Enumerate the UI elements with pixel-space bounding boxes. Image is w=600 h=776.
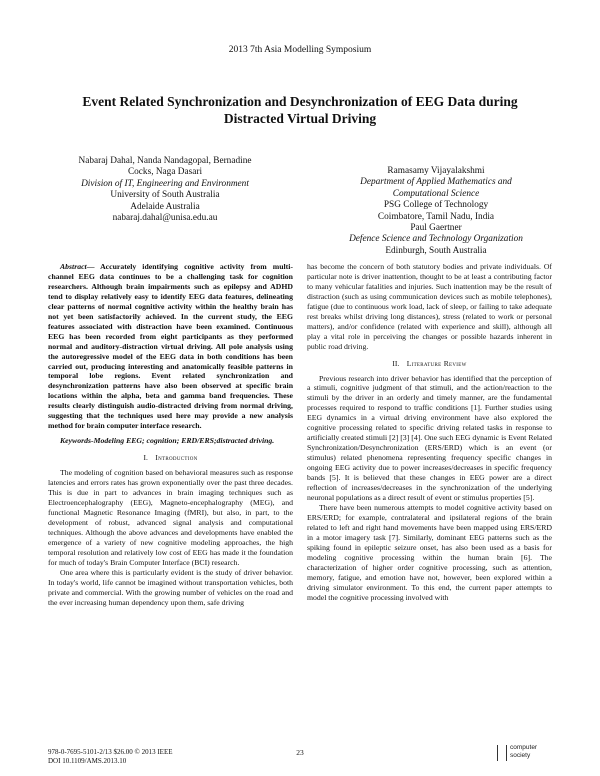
abstract-text: — Accurately identifying cognitive activity from multi-channel EEG data continues to be a challenging task for cognition researchers. Although brain impairments such as epilepsy and ADHD tend to display relatively easy to identify EEG data features, delineating clear patterns of normal cognitive activity within the healthy brain has not yet been satisfactorily achieved. In the current study, the EEG features associated with distraction have been examined. Continuous EEG has been recorded from eight participants as they performed normal and auditory-distraction virtual driving. All pole analysis using the autoregressive model of the EEG data in both conditions has been carried out, producing interesting and anatomically feasible patterns in temporal lobe regions. Event related synchronization and desynchronization patterns have also been observed at specific brain locations within the alpha, beta and gamma band frequencies. These results clearly distinguish audio-distracted driving from normal driving, suggesting that the techniques used here may provide a new analysis method for brain computer interface research. [48,262,293,431]
author-email: nabaraj.dahal@unisa.edu.au [112,213,218,224]
intro-paragraph-1: The modeling of cognition based on behavioral measures such as response latencies and errors rates has grown exponentially over the past three decades. This is due in part to advances in brain imaging techniques such as Electroencephalography (EEG), Magneto-encephalography (MEG), and functional Magnetic Resonance Imaging (fMRI), but also, in part, to the development of robust, advanced signal analysis and computational techniques. Although the above advances and developments have enabled the emergence of a variety of new cognitive modeling approaches, the high temporal resolution and relatively low cost of EEG has made it the foundation for much of today's Brain Computer Interface (BCI) research. [48,468,293,567]
abstract-label: Abstract [60,262,87,271]
footer-copyright [48,748,173,766]
lit-paragraph-2: There have been numerous attempts to model cognitive activity based on ERS/ERD; for example, contralateral and ipsilateral regions of the brain related to left and right hand movements have been mapped using ERS/ERD in a motor imagery task [7]. Similarly, dominant EEG patterns such as the spiking found in epileptic seizure onset, has also been used as a basis for modeling cognitive processing within the human brain [6]. The characterization of higher order cognitive processing, such as attention, memory, fatigue, and emotion have not, however, been explored within a driving simulator environment. To this end, the current paper attempts to model the cognitive processing involved with [307,502,552,602]
intro-paragraph-2: One area where this is particularly evident is the study of driver behavior. In today's world, life cannot be imagined without transportation vehicles, both private and commercial. With the growing number of vehicles on the road and the ever increasing human dependency upon them, safe driving [48,567,293,607]
footer-doi: DOI 10.1109/AMS.2013.10 [48,757,127,765]
section-number: I. [143,453,148,463]
left-column [48,262,293,607]
logo-line-2: society [510,751,531,759]
section-title: Introduction [155,453,198,463]
lit-paragraph-1: Previous research into driver behavior has identified that the perception of a stimuli, cognitive judgment of that stimuli, and the action/reaction to the stimuli by the driver in an orderly and timely manner, are the fundamental processes required to respond to traffic conditions [1]. Further studies using EEG dynamics in a virtual driving environment have also explored the cognitive processing related to specific driving related tasks in response to artificially created stimuli [2] [3] [4]. One such EEG dynamic is Event Related Synchronization/Desynchronization (ERS/ERD) which is an event (or stimulus) related phenomena representing frequency specific changes in ongoing EEG activity due to power increases/decreases in specific frequency bands [5]. It is believed that these changes in EEG power are a direct reflection of increases/decreases in the synchronization of the underlying neuronal populations as a direct result of event or stimulus properties [5]. [307,373,552,502]
section-heading-introduction [48,453,293,463]
author-names-line-2: Cocks, Naga Dasari [127,167,203,178]
right-column [307,262,552,602]
author-city-2: Edinburgh, South Australia [385,245,487,256]
author-affiliation: Division of IT, Engineering and Environment [81,178,249,189]
logo-line-1: computer [510,744,538,751]
keywords: Keywords-Modeling EEG; cognition; ERD/ERS;distracted driving. [60,436,275,446]
intro-paragraph-continued: has become the concern of both statutory bodies and private individuals. Of particular note is driver inattention, thought to be at least a contributing factor to many vehicular fatalities and injuries. Such inattention may be the result of distraction (such as using communication devices such as mobile telephones), fatigue (due to continuous work load, lack of sleep, or failing to take adequate rest breaks whilst driving long distances), stress (related to work or personal matters), and/or confidence (related with experience and skill), although all play a vital role in perceiving the changes or possible hazards inherent in public road driving. [307,262,552,351]
author-dept-line-2: Computational Science [392,188,480,199]
author-city: Adelaide Australia [130,201,200,212]
footer-isbn: 978-0-7695-5101-2/13 $26.00 © 2013 IEEE [48,748,173,756]
title-line-2: Distracted Virtual Driving [223,111,377,126]
conference-header: 2013 7th Asia Modelling Symposium [228,45,372,55]
author-university: University of South Australia [110,190,220,201]
section-heading-literature-review [307,359,552,369]
author-name-2: Paul Gaertner [410,223,462,234]
author-dept-line-1: Department of Applied Mathematics and [360,177,512,188]
author-city-1: Coimbatore, Tamil Nadu, India [377,211,495,222]
title-line-1: Event Related Synchronization and Desynchronization of EEG Data during [82,94,518,109]
paper-title [60,93,540,127]
logo-mark-icon [497,745,507,761]
author-college: PSG College of Technology [383,200,489,211]
author-block-right [318,166,554,257]
author-name-1: Ramasamy Vijayalakshmi [387,166,485,176]
abstract [48,262,293,431]
section-title: Literature Review [406,358,467,368]
section-number: II. [392,358,400,368]
ieee-computer-society-logo [497,742,549,766]
page-number: 23 [296,748,304,757]
author-names-line-1: Nabaraj Dahal, Nanda Nandagopal, Bernadine [78,156,252,166]
author-org: Defence Science and Technology Organization [349,234,523,245]
logo-text [510,744,537,759]
author-block-left [52,156,278,224]
